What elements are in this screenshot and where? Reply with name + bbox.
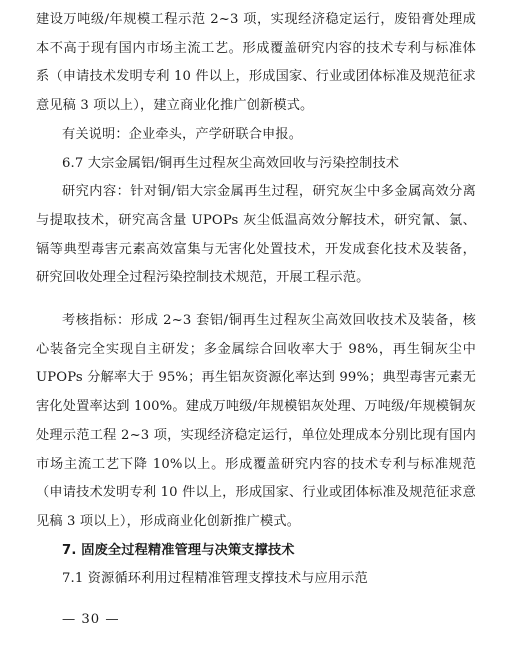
paragraph-notes: 有关说明：企业牵头，产学研联合申报。: [62, 126, 303, 142]
paragraph-project-targets: 建设万吨级/年规模工程示范 2~3 项，实现经济稳定运行，废铅膏处理成本不高于现有国内市场主流工艺。形成覆盖研究内容的技术专利与标准体系（申请技术发明专利 10 件以上，形成国家、行业或团体标准及规范征求意见稿 3 项以上），建立商业化推广创新模式。: [36, 12, 476, 114]
section-heading-7: 7. 固废全过程精准管理与决策支撑技术: [62, 542, 295, 558]
section-heading-7-1: 7.1 资源循环利用过程精准管理支撑技术与应用示范: [62, 571, 368, 587]
document-body: [36, 6, 476, 594]
paragraph-research-content: 研究内容：针对铜/铝大宗金属再生过程，研究灰尘中多金属高效分离与提取技术，研究高含量 UPOPs 灰尘低温高效分解技术，研究氰、氯、镉等典型毒害元素高效富集与无害化处置技术，开发成套化技术及装备，研究回收处理全过程污染控制技术规范，开展工程示范。: [36, 184, 476, 286]
page-number: — 30 —: [62, 612, 120, 627]
section-heading-6-7: 6.7 大宗金属铝/铜再生过程灰尘高效回收与污染控制技术: [62, 155, 400, 171]
paragraph-spacer: [36, 293, 476, 307]
paragraph-assessment-indicators: 考核指标：形成 2~3 套铝/铜再生过程灰尘高效回收技术及装备，核心装备完全实现自主研发；多金属综合回收率大于 98%，再生铜灰尘中 UPOPs 分解率大于 95%；再生铝灰资源化率达到 99%；典型毒害元素无害化处置率达到 100%。建成万吨级/年规模铝灰处理、万吨级/年规模铜灰处理示范工程 2~3 项，实现经济稳定运行，单位处理成本分别比现有国内市场主流工艺下降 10%以上。形成覆盖研究内容的技术专利与标准规范（申请技术发明专利 10 件以上，形成国家、行业或团体标准及规范征求意见稿 3 项以上），形成商业化创新推广模式。: [36, 313, 476, 529]
